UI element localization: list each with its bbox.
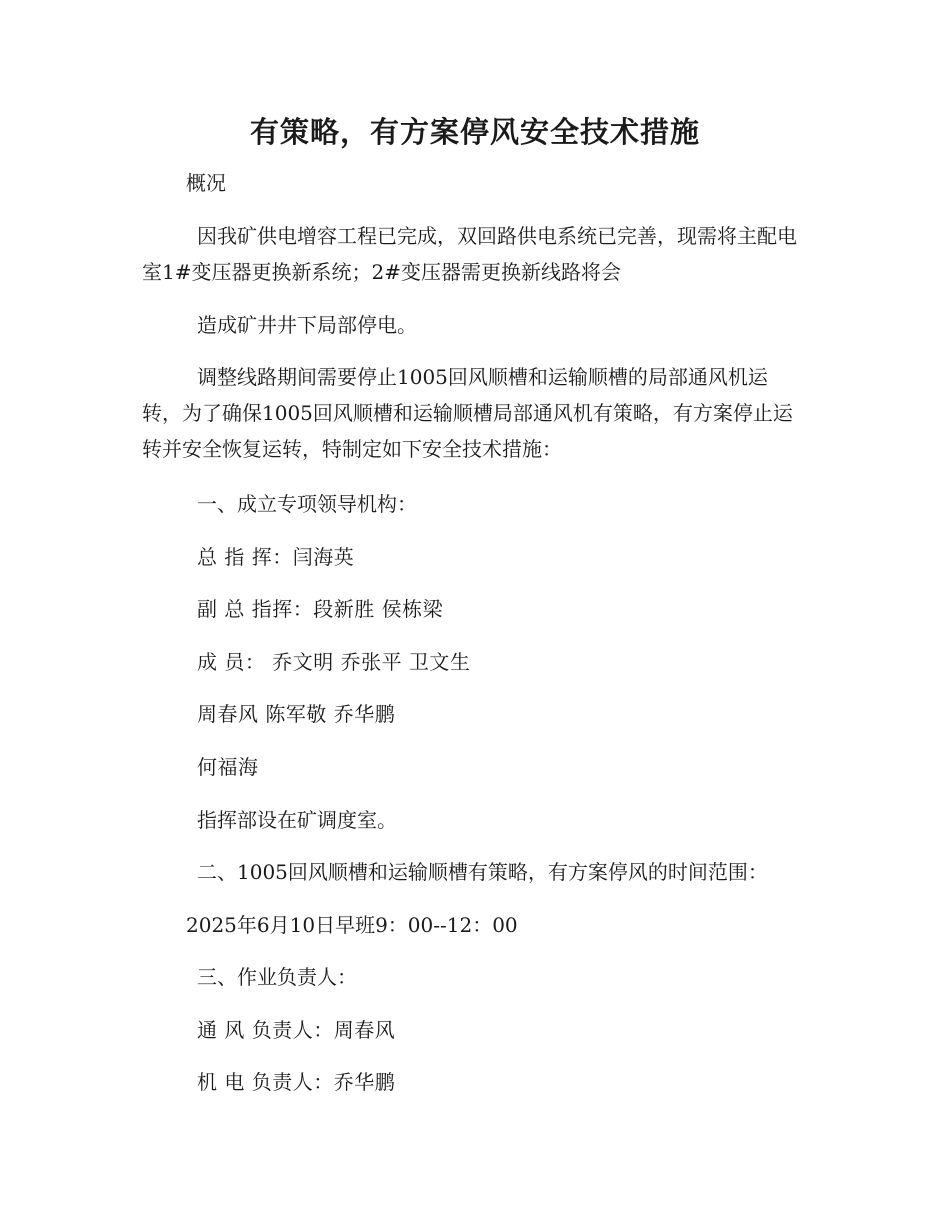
ventilation-lead-line: 通 风 负责人：周春风 bbox=[197, 1018, 396, 1042]
headquarters-line: 指挥部设在矿调度室。 bbox=[197, 808, 397, 832]
paragraph-purpose: 调整线路期间需要停止1005回风顺槽和运输顺槽的局部通风机运转，为了确保1005回风顺槽和运输顺槽局部通风机有策略，有方案停止运转并安全恢复运转，特制定如下安全技术措施： bbox=[142, 365, 793, 461]
section-3-heading: 三、作业负责人： bbox=[197, 965, 357, 989]
document-title: 有策略，有方案停风安全技术措施 bbox=[249, 115, 700, 149]
paragraph-background: 因我矿供电增容工程已完成，双回路供电系统已完善，现需将主配电室1#变压器更换新系统；2#变压器需更换新线路将会 bbox=[142, 224, 797, 284]
section-1-heading: 一、成立专项领导机构： bbox=[197, 492, 417, 516]
section-2-heading: 二、1005回风顺槽和运输顺槽有策略，有方案停风的时间范围： bbox=[197, 860, 768, 884]
members-line: 成 员： 乔文明 乔张平 卫文生 bbox=[197, 650, 471, 674]
electrical-lead-line: 机 电 负责人：乔华鹏 bbox=[197, 1070, 396, 1094]
overview-heading: 概况 bbox=[186, 171, 226, 195]
members-line-last: 何福海 bbox=[197, 755, 259, 779]
commander-line: 总 指 挥：闫海英 bbox=[197, 545, 355, 569]
members-line-continued: 周春风 陈军敬 乔华鹏 bbox=[197, 702, 396, 726]
deputy-commander-line: 副 总 指挥：段新胜 侯栋梁 bbox=[197, 597, 444, 621]
shutdown-time-range: 2025年6月10日早班9：00--12：00 bbox=[186, 913, 518, 937]
paragraph-background-continued: 造成矿井井下局部停电。 bbox=[197, 313, 417, 337]
